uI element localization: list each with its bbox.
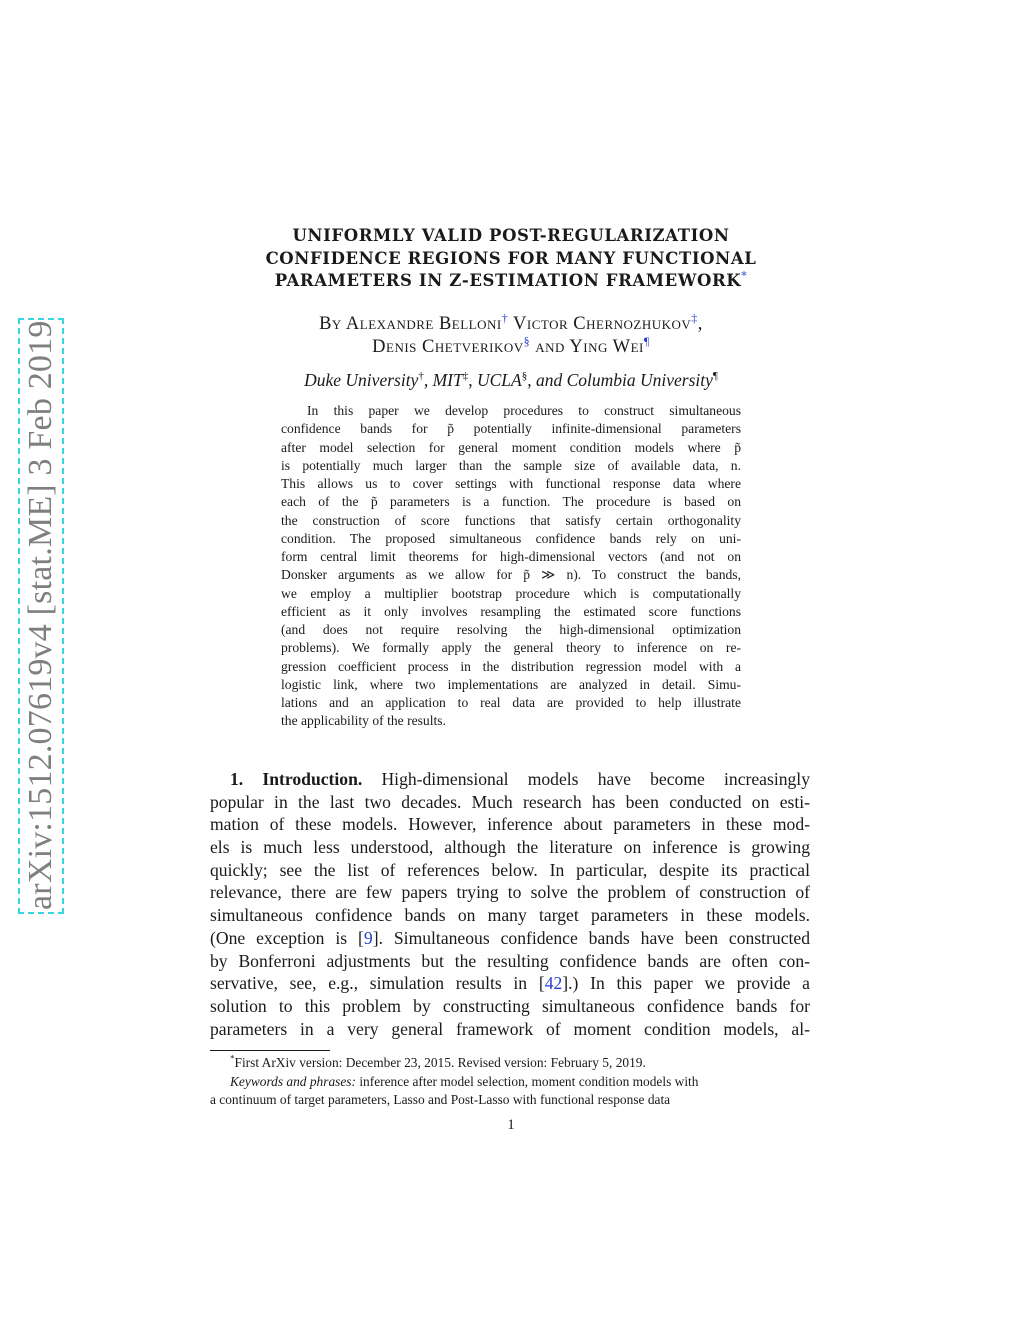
abstract-line: is potentially much larger than the sample size of available data, n.	[281, 457, 741, 473]
abstract-line: each of the p̃ parameters is a function. The procedure is based on	[281, 494, 741, 510]
author-line-2	[212, 333, 810, 359]
abstract-line: lations and an application to real data are provided to help illustrate	[281, 695, 741, 710]
author-by: By	[319, 314, 342, 334]
intro-line: by Bonferroni adjustments but the resulting confidence bands are often con-	[210, 950, 810, 971]
abstract-line: gression coefficient process in the distribution regression model with a	[281, 658, 741, 674]
abstract	[281, 402, 741, 731]
footnote-rule	[210, 1050, 330, 1051]
footnote-version-text: First ArXiv version: December 23, 2015. Revised version: February 5, 2019.	[234, 1055, 646, 1070]
intro-line-10-a: servative, see, e.g., simulation results in [	[210, 973, 545, 994]
title-line-3	[212, 270, 810, 293]
footnote-keywords-line-1	[210, 1073, 810, 1092]
intro-line: solution to this problem by constructing simultaneous confidence bands for	[210, 995, 810, 1016]
title-line-1: UNIFORMLY VALID POST-REGULARIZATION	[292, 226, 730, 245]
affil-mit: MIT	[432, 370, 463, 390]
arxiv-identifier: arXiv:1512.07619v4 [stat.ME] 3 Feb 2019	[22, 320, 59, 910]
affiliations: Duke University†, MIT‡, UCLA§, and Columbia University¶	[304, 370, 718, 390]
abstract-line: (and does not require resolving the high-dimensional optimization	[281, 622, 741, 637]
author-separator: ,	[697, 314, 703, 334]
keywords-label: Keywords and phrases:	[230, 1073, 356, 1089]
affil-mit-mark: ‡	[462, 370, 469, 383]
citation-link-9[interactable]: 9	[363, 927, 373, 948]
keywords-text-1: inference after model selection, moment condition models with	[359, 1073, 699, 1089]
abstract-line: we employ a multiplier bootstrap procedure which is computationally	[281, 585, 741, 601]
intro-line-10	[210, 972, 810, 995]
footnotes	[210, 1054, 810, 1110]
abstract-line: In this paper we develop procedures to construct simultaneous	[307, 403, 741, 418]
title-line-3-text: PARAMETERS IN Z-ESTIMATION FRAMEWORK	[274, 271, 742, 290]
abstract-line: efficient as it only involves resampling the estimated score functions	[281, 603, 741, 619]
author-line-1	[212, 310, 810, 336]
affil-ucla-mark: §	[521, 370, 528, 383]
author-chernozhukov-mark[interactable]: ‡	[691, 310, 698, 325]
author-wei-mark[interactable]: ¶	[643, 333, 650, 348]
intro-line-10-b: ].) In this paper we provide a	[562, 973, 810, 994]
affil-duke: Duke University	[304, 370, 419, 390]
abstract-line: confidence bands for p̃ potentially infinite-dimensional parameters	[281, 421, 741, 437]
abstract-line: after model selection for general moment condition models where p̃	[281, 439, 741, 455]
section-heading-introduction: 1. Introduction.	[230, 769, 363, 789]
intro-line-8-b: ]. Simultaneous confidence bands have been constructed	[372, 927, 811, 948]
introduction	[210, 768, 810, 1040]
intro-line: quickly; see the list of references below. In particular, despite its practical	[210, 859, 810, 880]
citation-link-42[interactable]: 42	[544, 973, 563, 994]
footnote-version	[210, 1054, 810, 1073]
author-chernozhukov: Victor Chernozhukov	[513, 314, 692, 334]
intro-line: simultaneous confidence bands on many target parameters in these models.	[210, 905, 810, 926]
intro-line-1-text: High-dimensional models have become increasingly	[381, 769, 810, 789]
abstract-line: Donsker arguments as we allow for p̃ ≫ n). To construct the bands,	[281, 567, 741, 583]
intro-line-8	[210, 927, 810, 950]
author-belloni-mark[interactable]: †	[501, 310, 509, 325]
intro-line: relevance, there are few papers trying to solve the problem of construction of	[210, 882, 810, 903]
author-and: and	[535, 337, 565, 357]
intro-line-1	[210, 768, 810, 791]
author-chetverikov: Denis Chetverikov	[372, 337, 524, 357]
page-number: 1	[507, 1117, 515, 1133]
author-wei: Ying Wei	[569, 337, 644, 357]
affil-ucla: UCLA	[476, 370, 522, 390]
abstract-line: problems). We formally apply the general theory to inference on re-	[281, 640, 741, 656]
intro-line-8-a: (One exception is [	[210, 927, 364, 948]
intro-line: popular in the last two decades. Much research has been conducted on esti-	[210, 791, 810, 812]
intro-line: parameters in a very general framework of moment condition models, al-	[210, 1018, 810, 1039]
abstract-line: form central limit theorems for high-dimensional vectors (and not on	[281, 549, 741, 564]
abstract-line: This allows us to cover settings with functional response data where	[281, 476, 741, 491]
affil-columbia: Columbia University	[566, 370, 713, 390]
author-list	[212, 310, 810, 359]
footnote-keywords-line-2: a continuum of target parameters, Lasso and Post-Lasso with functional response data	[210, 1092, 671, 1107]
abstract-line: logistic link, where two implementations are analyzed in detail. Simu-	[281, 676, 741, 692]
abstract-line: the construction of score functions that satisfy certain orthogonality	[281, 512, 741, 528]
intro-line: mation of these models. However, inference about parameters in these mod-	[210, 814, 810, 835]
author-belloni: Alexandre Belloni	[345, 314, 502, 334]
title-footnote-link[interactable]: *	[741, 269, 748, 283]
title-line-2: CONFIDENCE REGIONS FOR MANY FUNCTIONAL	[265, 248, 757, 268]
footnote-mark: *	[230, 1053, 235, 1064]
affil-duke-mark: †	[418, 370, 424, 383]
paper-title	[212, 225, 810, 293]
intro-line: els is much less understood, although the literature on inference is growing	[210, 837, 810, 858]
affil-columbia-mark: ¶	[712, 370, 718, 383]
abstract-line: condition. The proposed simultaneous confidence bands rely on uni-	[281, 530, 741, 546]
abstract-line: the applicability of the results.	[281, 713, 446, 729]
author-chetverikov-mark[interactable]: §	[523, 333, 531, 348]
affil-and: and	[535, 370, 563, 390]
